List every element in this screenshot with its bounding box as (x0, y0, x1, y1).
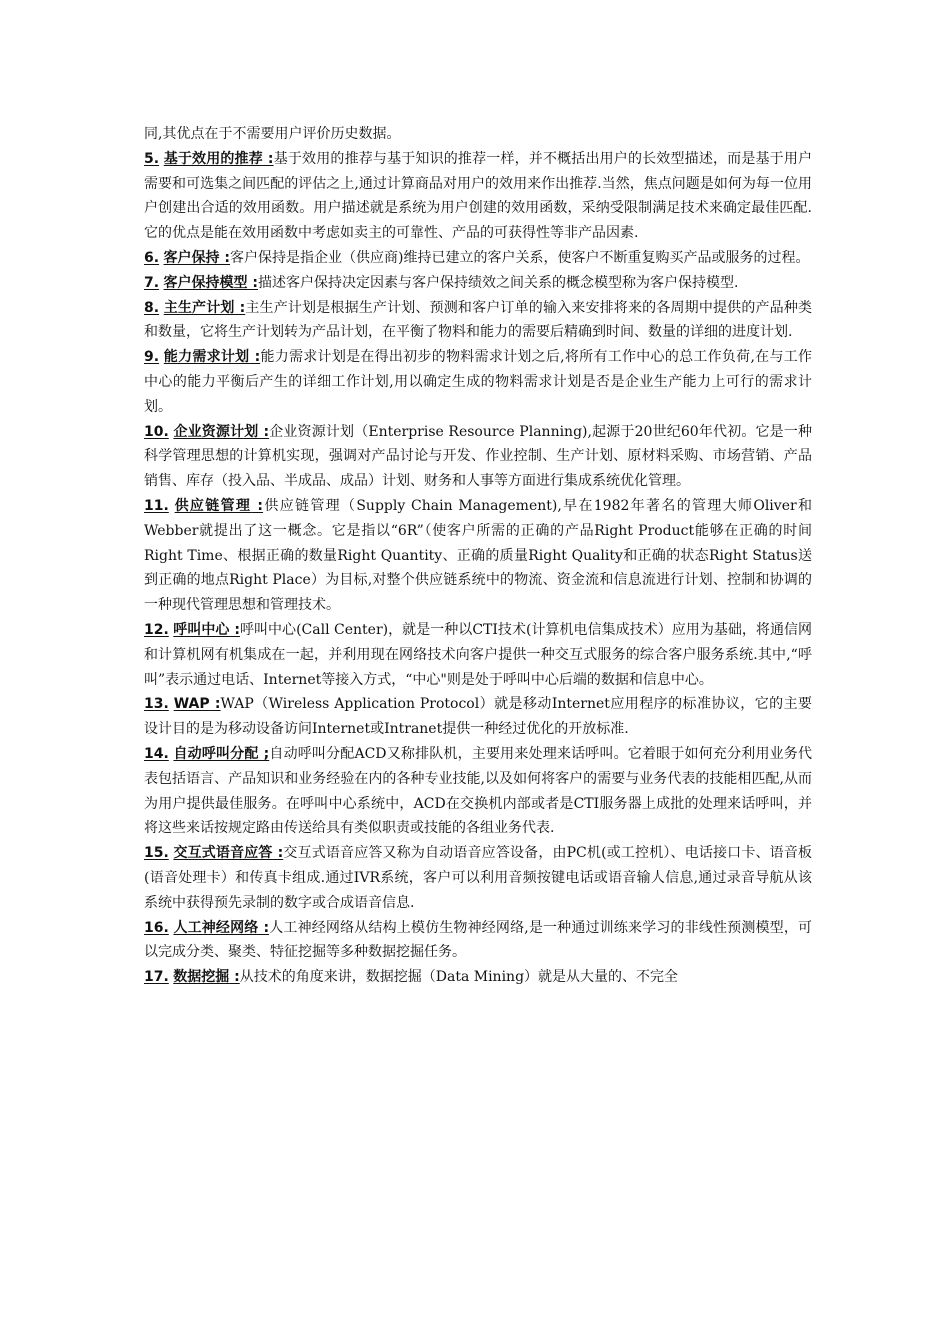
definition-number: 11. (144, 497, 169, 514)
definition-term: 能力需求计划 (163, 349, 250, 366)
definition-entry (144, 841, 812, 915)
definition-term: 主生产计划 (163, 299, 235, 316)
definition-separator: : (272, 845, 284, 862)
definition-separator: : (251, 497, 264, 514)
document-page (144, 122, 812, 990)
definition-number: 13. (144, 696, 169, 713)
definition-entry (144, 147, 812, 246)
definition-number: 7. (144, 274, 160, 291)
definition-number: 12. (144, 621, 169, 638)
definition-term: 人工神经网络 (173, 919, 259, 936)
definition-number: 9. (144, 349, 160, 366)
definition-body: 从技术的角度来讲，数据挖掘（Data Mining）就是从大量的、不完全 (239, 969, 679, 986)
definition-body: 呼叫中心(Call Center)，就是一种以CTI技术(计算机电信集成技术）应用为基础，将通信网和计算机网有机集成在一起，并利用现在网络技术向客户提供一种交互式服务的综合客户服务系统.其中,“呼叫”表示通过电话、Internet等接入方式，“中心"则是处于呼叫中心后端的数据和信息中心。 (144, 621, 813, 688)
definition-body: 供应链管理（Supply Chain Management),早在1982年著名的管理大师Oliver和Webber就提出了这一概念。它是指以“6R”（使客户所需的正确的产品Right Product能够在正确的时间Right Time、根据正确的数量Right Quantity、正确的质量Right Quality和正确的状态Right Status送到正确的地点Right Place）为目标,对整个供应链系统中的物流、资金流和信息流进行计划、控制和协调的一种现代管理思想和管理技术。 (144, 497, 812, 614)
definition-body: 基于效用的推荐与基于知识的推荐一样，并不概括出用户的长效型描述，而是基于用户需要和可选集之间匹配的评估之上,通过计算商品对用户的效用来作出推荐.当然，焦点问题是如何为每一位用户创建出合适的效用函数。用户描述就是系统为用户创建的效用函数，采纳受限制满足技术来确定最佳匹配.它的优点是能在效用函数中考虑如卖主的可靠性、产品的可获得性等非产品因素. (144, 150, 813, 242)
definition-entry (144, 916, 812, 966)
definition-number: 16. (144, 919, 169, 936)
definition-body: 能力需求计划是在得出初步的物料需求计划之后,将所有工作中心的总工作负荷,在与工作中心的能力平衡后产生的详细工作计划,用以确定生成的物料需求计划是否是企业生产能力上可行的需求计划。 (144, 349, 812, 415)
definition-number: 8. (144, 299, 160, 316)
definition-term: 客户保持 (163, 249, 220, 266)
definition-separator: ; (258, 745, 270, 762)
definition-entry (144, 271, 812, 296)
definition-body: 描述客户保持决定因素与客户保持绩效之间关系的概念模型称为客户保持模型. (258, 274, 739, 291)
definition-body: 自动呼叫分配ACD又称排队机，主要用来处理来话呼叫。它着眼于如何充分利用业务代表包括语言、产品知识和业务经验在内的各种专业技能,以及如何将客户的需要与业务代表的技能相匹配,从而为用户提供最佳服务。在呼叫中心系统中，ACD在交换机内部或者是CTI服务器上成批的处理来话呼叫，并将这些来话按规定路由传送给具有类似职责或技能的各组业务代表. (144, 745, 812, 837)
definition-entry (144, 618, 812, 692)
definition-entry (144, 965, 812, 990)
definition-separator: : (234, 299, 246, 316)
definition-term: 呼叫中心 (173, 621, 230, 638)
definition-separator: : (258, 919, 270, 936)
definition-body: 客户保持是指企业（供应商)维持已建立的客户关系，使客户不断重复购买产品或服务的过程。 (230, 249, 810, 266)
definition-term: 供应链管理 (174, 497, 252, 514)
definition-separator: : (229, 969, 240, 986)
definition-separator: : (258, 423, 270, 440)
definition-body: WAP（Wireless Application Protocol）就是移动Internet应用程序的标准协议，它的主要设计目的是为移动设备访问Internet或Intranet提供一种经过优化的开放标准. (144, 696, 813, 738)
definition-entry (144, 345, 812, 419)
definition-separator: : (229, 621, 240, 638)
definition-body: 主生产计划是根据生产计划、预测和客户订单的输入来安排将来的各周期中提供的产品种类和数量，它将生产计划转为产品计划，在平衡了物料和能力的需要后精确到时间、数量的详细的进度计划. (144, 299, 813, 341)
definition-number: 6. (144, 249, 160, 266)
definition-number: 15. (144, 845, 169, 862)
definition-separator: : (219, 249, 230, 266)
definition-number: 17. (144, 969, 169, 986)
definition-separator: : (247, 274, 258, 291)
intro-text: 同,其优点在于不需要用户评价历史数据。 (144, 126, 401, 142)
definition-term: 自动呼叫分配 (173, 745, 259, 762)
definition-number: 14. (144, 745, 169, 762)
definition-separator: : (209, 696, 221, 713)
definition-entry (144, 420, 812, 494)
definition-term: 企业资源计划 (173, 423, 259, 440)
definition-entry (144, 296, 812, 346)
definition-number: 5. (144, 150, 160, 167)
definition-entry (144, 246, 812, 271)
definition-term: WAP (173, 696, 210, 713)
definition-separator: : (262, 150, 274, 167)
definition-entry (144, 742, 812, 841)
definition-term: 基于效用的推荐 (163, 150, 263, 167)
definition-term: 数据挖掘 (173, 969, 230, 986)
definition-separator: : (249, 349, 261, 366)
definition-term: 交互式语音应答 (173, 845, 273, 862)
definition-body: 人工神经网络从结构上模仿生物神经网络,是一种通过训练来学习的非线性预测模型，可以完成分类、聚类、特征挖掘等多种数据挖掘任务。 (144, 919, 812, 961)
definition-entry (144, 692, 812, 742)
definition-term: 客户保持模型 (163, 274, 248, 291)
definition-list (144, 147, 812, 990)
definition-number: 10. (144, 423, 169, 440)
definition-entry (144, 494, 812, 618)
definition-body: 交互式语音应答又称为自动语音应答设备，由PC机(或工控机）、电话接口卡、语音板(语音处理卡）和传真卡组成.通过IVR系统，客户可以利用音频按键电话或语音输人信息,通过录音导航从该系统中获得预先录制的数字或合成语音信息. (144, 845, 813, 911)
definition-body: 企业资源计划（Enterprise Resource Planning),起源于20世纪60年代初。它是一种科学管理思想的计算机实现，强调对产品讨论与开发、作业控制、生产计划、原材料采购、市场营销、产品销售、库存（投入品、半成品、成品）计划、财务和人事等方面进行集成系统优化管理。 (144, 423, 813, 490)
